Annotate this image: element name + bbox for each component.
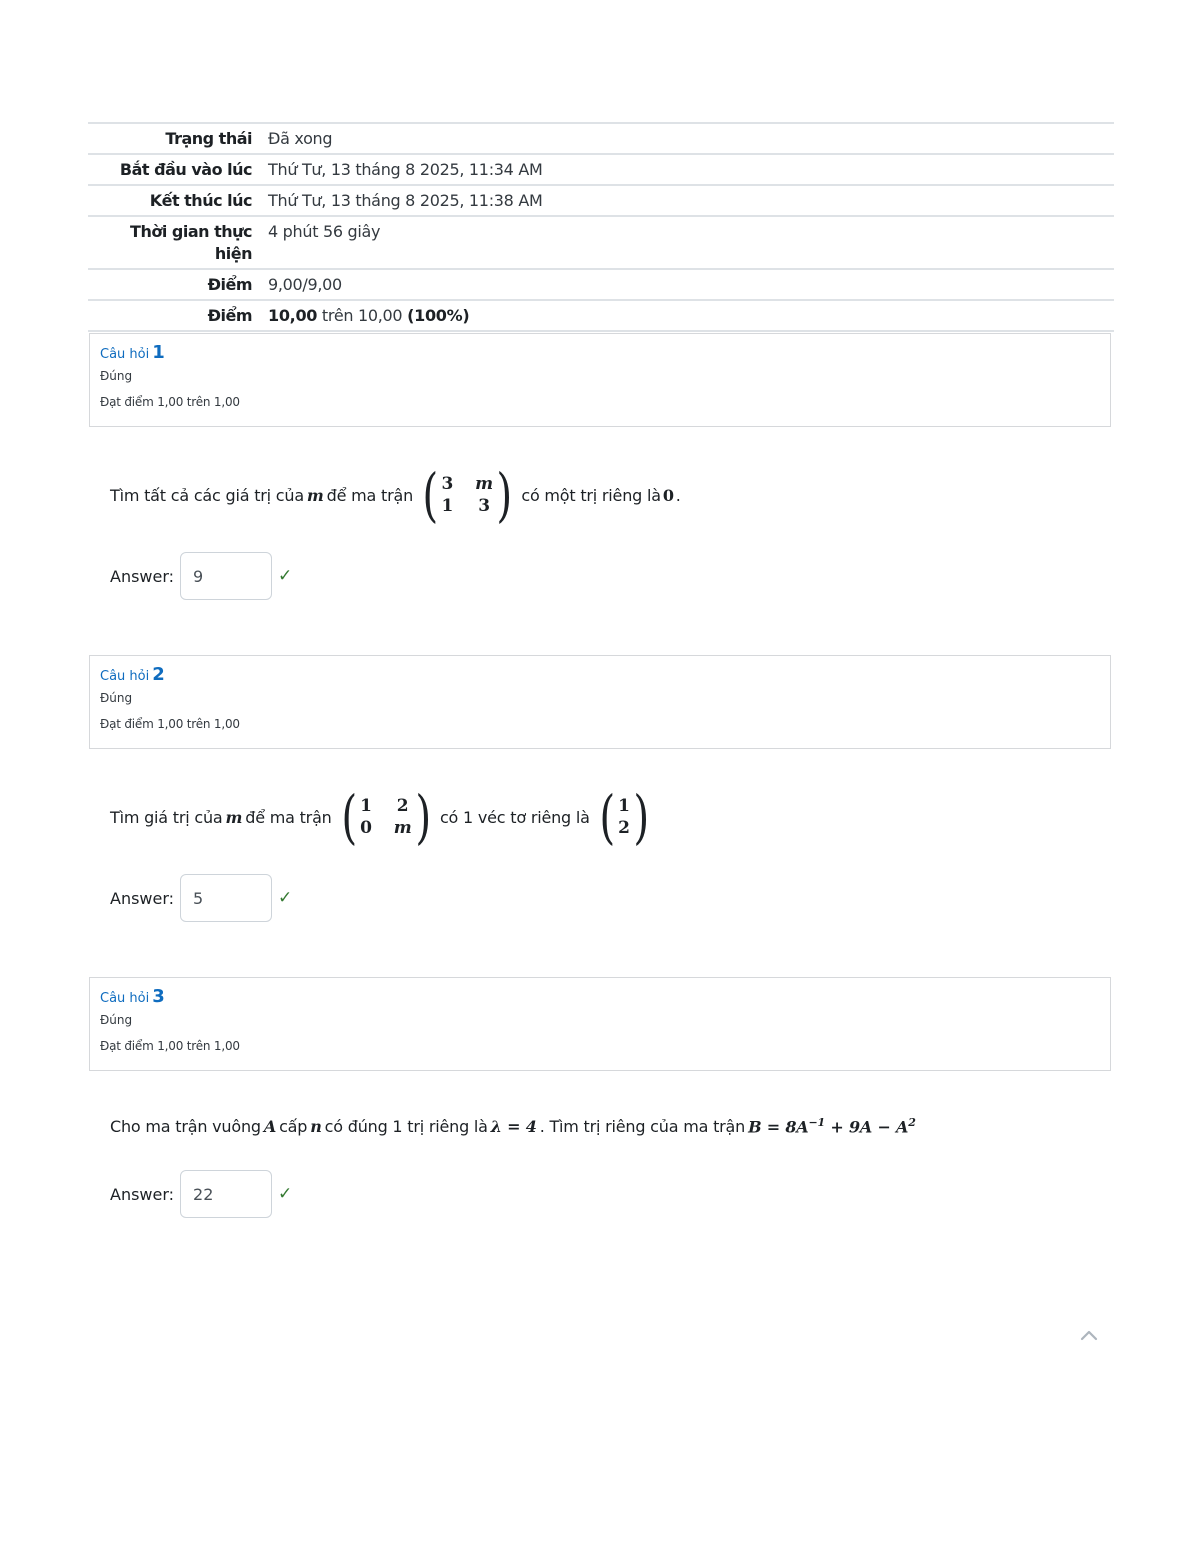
question-number-value: 2 — [152, 664, 165, 685]
math-variable: n — [310, 1116, 322, 1136]
matrix-cell: m — [475, 474, 493, 494]
question-prefix: Câu hỏi — [100, 991, 150, 1006]
grade-score: 10,00 — [268, 306, 318, 325]
question-number-value: 1 — [152, 342, 165, 363]
summary-label: Thời gian thực hiện — [88, 216, 260, 269]
equation-part: + 9A − A — [825, 1117, 909, 1137]
answer-row-3 — [110, 1170, 292, 1218]
answer-label: Answer: — [110, 1184, 175, 1204]
attempt-summary-table — [88, 122, 1114, 332]
question-text-3 — [110, 1116, 919, 1136]
summary-label: Điểm — [88, 300, 260, 331]
question-grade: Đạt điểm 1,00 trên 1,00 — [100, 395, 240, 409]
equation-part: B = 8A — [748, 1117, 809, 1137]
question-text-2 — [110, 783, 658, 851]
matrix — [338, 783, 434, 851]
question-state: Đúng — [100, 691, 133, 705]
summary-value: Thứ Tư, 13 tháng 8 2025, 11:34 AM — [260, 154, 1114, 185]
text-part: có một trị riêng là — [521, 485, 661, 505]
summary-row-state — [88, 123, 1114, 154]
matrix-cell: 3 — [478, 496, 490, 516]
matrix-cell: m — [393, 818, 412, 838]
summary-label: Kết thúc lúc — [88, 185, 260, 216]
vector-cell: 1 — [618, 796, 630, 816]
matrix — [419, 461, 515, 529]
math-number: 0 — [662, 485, 674, 505]
matrix-cell: 1 — [360, 796, 372, 816]
right-paren: ) — [633, 783, 649, 851]
text-part: . Tìm trị riêng của ma trận — [539, 1116, 746, 1136]
math-variable: m — [225, 807, 243, 827]
text-part: Tìm giá trị của — [110, 807, 223, 827]
left-paren: ( — [422, 461, 439, 529]
text-part: Cho ma trận vuông — [110, 1116, 261, 1136]
grade-out-of: trên 10,00 — [321, 306, 403, 325]
matrix-cell: 0 — [360, 818, 372, 838]
summary-label: Điểm — [88, 269, 260, 300]
question-prefix: Câu hỏi — [100, 347, 150, 362]
matrix-cell: 3 — [441, 474, 454, 494]
vector — [596, 783, 653, 851]
question-info-3 — [89, 977, 1111, 1071]
text-part: . — [675, 485, 681, 505]
question-info-2 — [89, 655, 1111, 749]
question-state: Đúng — [100, 369, 133, 383]
text-part: Tìm tất cả các giá trị của — [110, 485, 304, 505]
math-equation: λ = 4 — [490, 1116, 537, 1136]
right-paren: ) — [414, 783, 431, 851]
answer-row-1 — [110, 552, 292, 600]
chevron-up-icon[interactable] — [1078, 1324, 1100, 1346]
check-icon: ✓ — [278, 566, 293, 586]
equation-superscript: 2 — [908, 1116, 916, 1129]
matrix-grid — [441, 474, 492, 516]
answer-row-2 — [110, 874, 292, 922]
text-part: để ma trận — [326, 485, 414, 505]
math-variable: m — [306, 485, 324, 505]
summary-value: 9,00/9,00 — [260, 269, 1114, 300]
text-part: để ma trận — [245, 807, 332, 827]
answer-label: Answer: — [110, 566, 175, 586]
text-part: cấp — [279, 1116, 308, 1136]
summary-row-duration — [88, 216, 1114, 269]
question-number — [100, 986, 1100, 1008]
equation-superscript: −1 — [808, 1116, 825, 1129]
summary-row-started — [88, 154, 1114, 185]
answer-label: Answer: — [110, 888, 175, 908]
text-part: có đúng 1 trị riêng là — [324, 1116, 488, 1136]
summary-label: Bắt đầu vào lúc — [88, 154, 260, 185]
left-paren: ( — [340, 783, 357, 851]
question-grade: Đạt điểm 1,00 trên 1,00 — [100, 717, 240, 731]
question-info-1 — [89, 333, 1111, 427]
summary-row-completed — [88, 185, 1114, 216]
matrix-cell: 1 — [441, 496, 454, 516]
summary-row-marks — [88, 269, 1114, 300]
question-state: Đúng — [100, 1013, 133, 1027]
question-prefix: Câu hỏi — [100, 669, 150, 684]
summary-value: Thứ Tư, 13 tháng 8 2025, 11:38 AM — [260, 185, 1114, 216]
question-number-value: 3 — [152, 986, 165, 1007]
question-text-1 — [110, 461, 681, 529]
question-grade: Đạt điểm 1,00 trên 1,00 — [100, 1039, 240, 1053]
answer-input[interactable]: 22 — [180, 1170, 272, 1218]
question-number — [100, 342, 1100, 364]
summary-row-grade — [88, 300, 1114, 331]
summary-value: 4 phút 56 giây — [260, 216, 1114, 269]
math-equation — [748, 1116, 916, 1136]
vector-grid — [618, 796, 630, 838]
math-variable: A — [263, 1116, 277, 1136]
check-icon: ✓ — [278, 888, 293, 908]
grade-percent: (100%) — [407, 306, 470, 325]
question-number — [100, 664, 1100, 686]
left-paren: ( — [599, 783, 615, 851]
check-icon: ✓ — [278, 1184, 293, 1204]
summary-label: Trạng thái — [88, 123, 260, 154]
summary-value: Đã xong — [260, 123, 1114, 154]
matrix-cell: 2 — [396, 796, 409, 816]
vector-cell: 2 — [618, 818, 630, 838]
text-part: có 1 véc tơ riêng là — [439, 807, 590, 827]
matrix-grid — [360, 796, 411, 838]
answer-input[interactable]: 5 — [180, 874, 272, 922]
right-paren: ) — [496, 461, 512, 529]
summary-value — [260, 300, 1114, 331]
answer-input[interactable]: 9 — [180, 552, 272, 600]
